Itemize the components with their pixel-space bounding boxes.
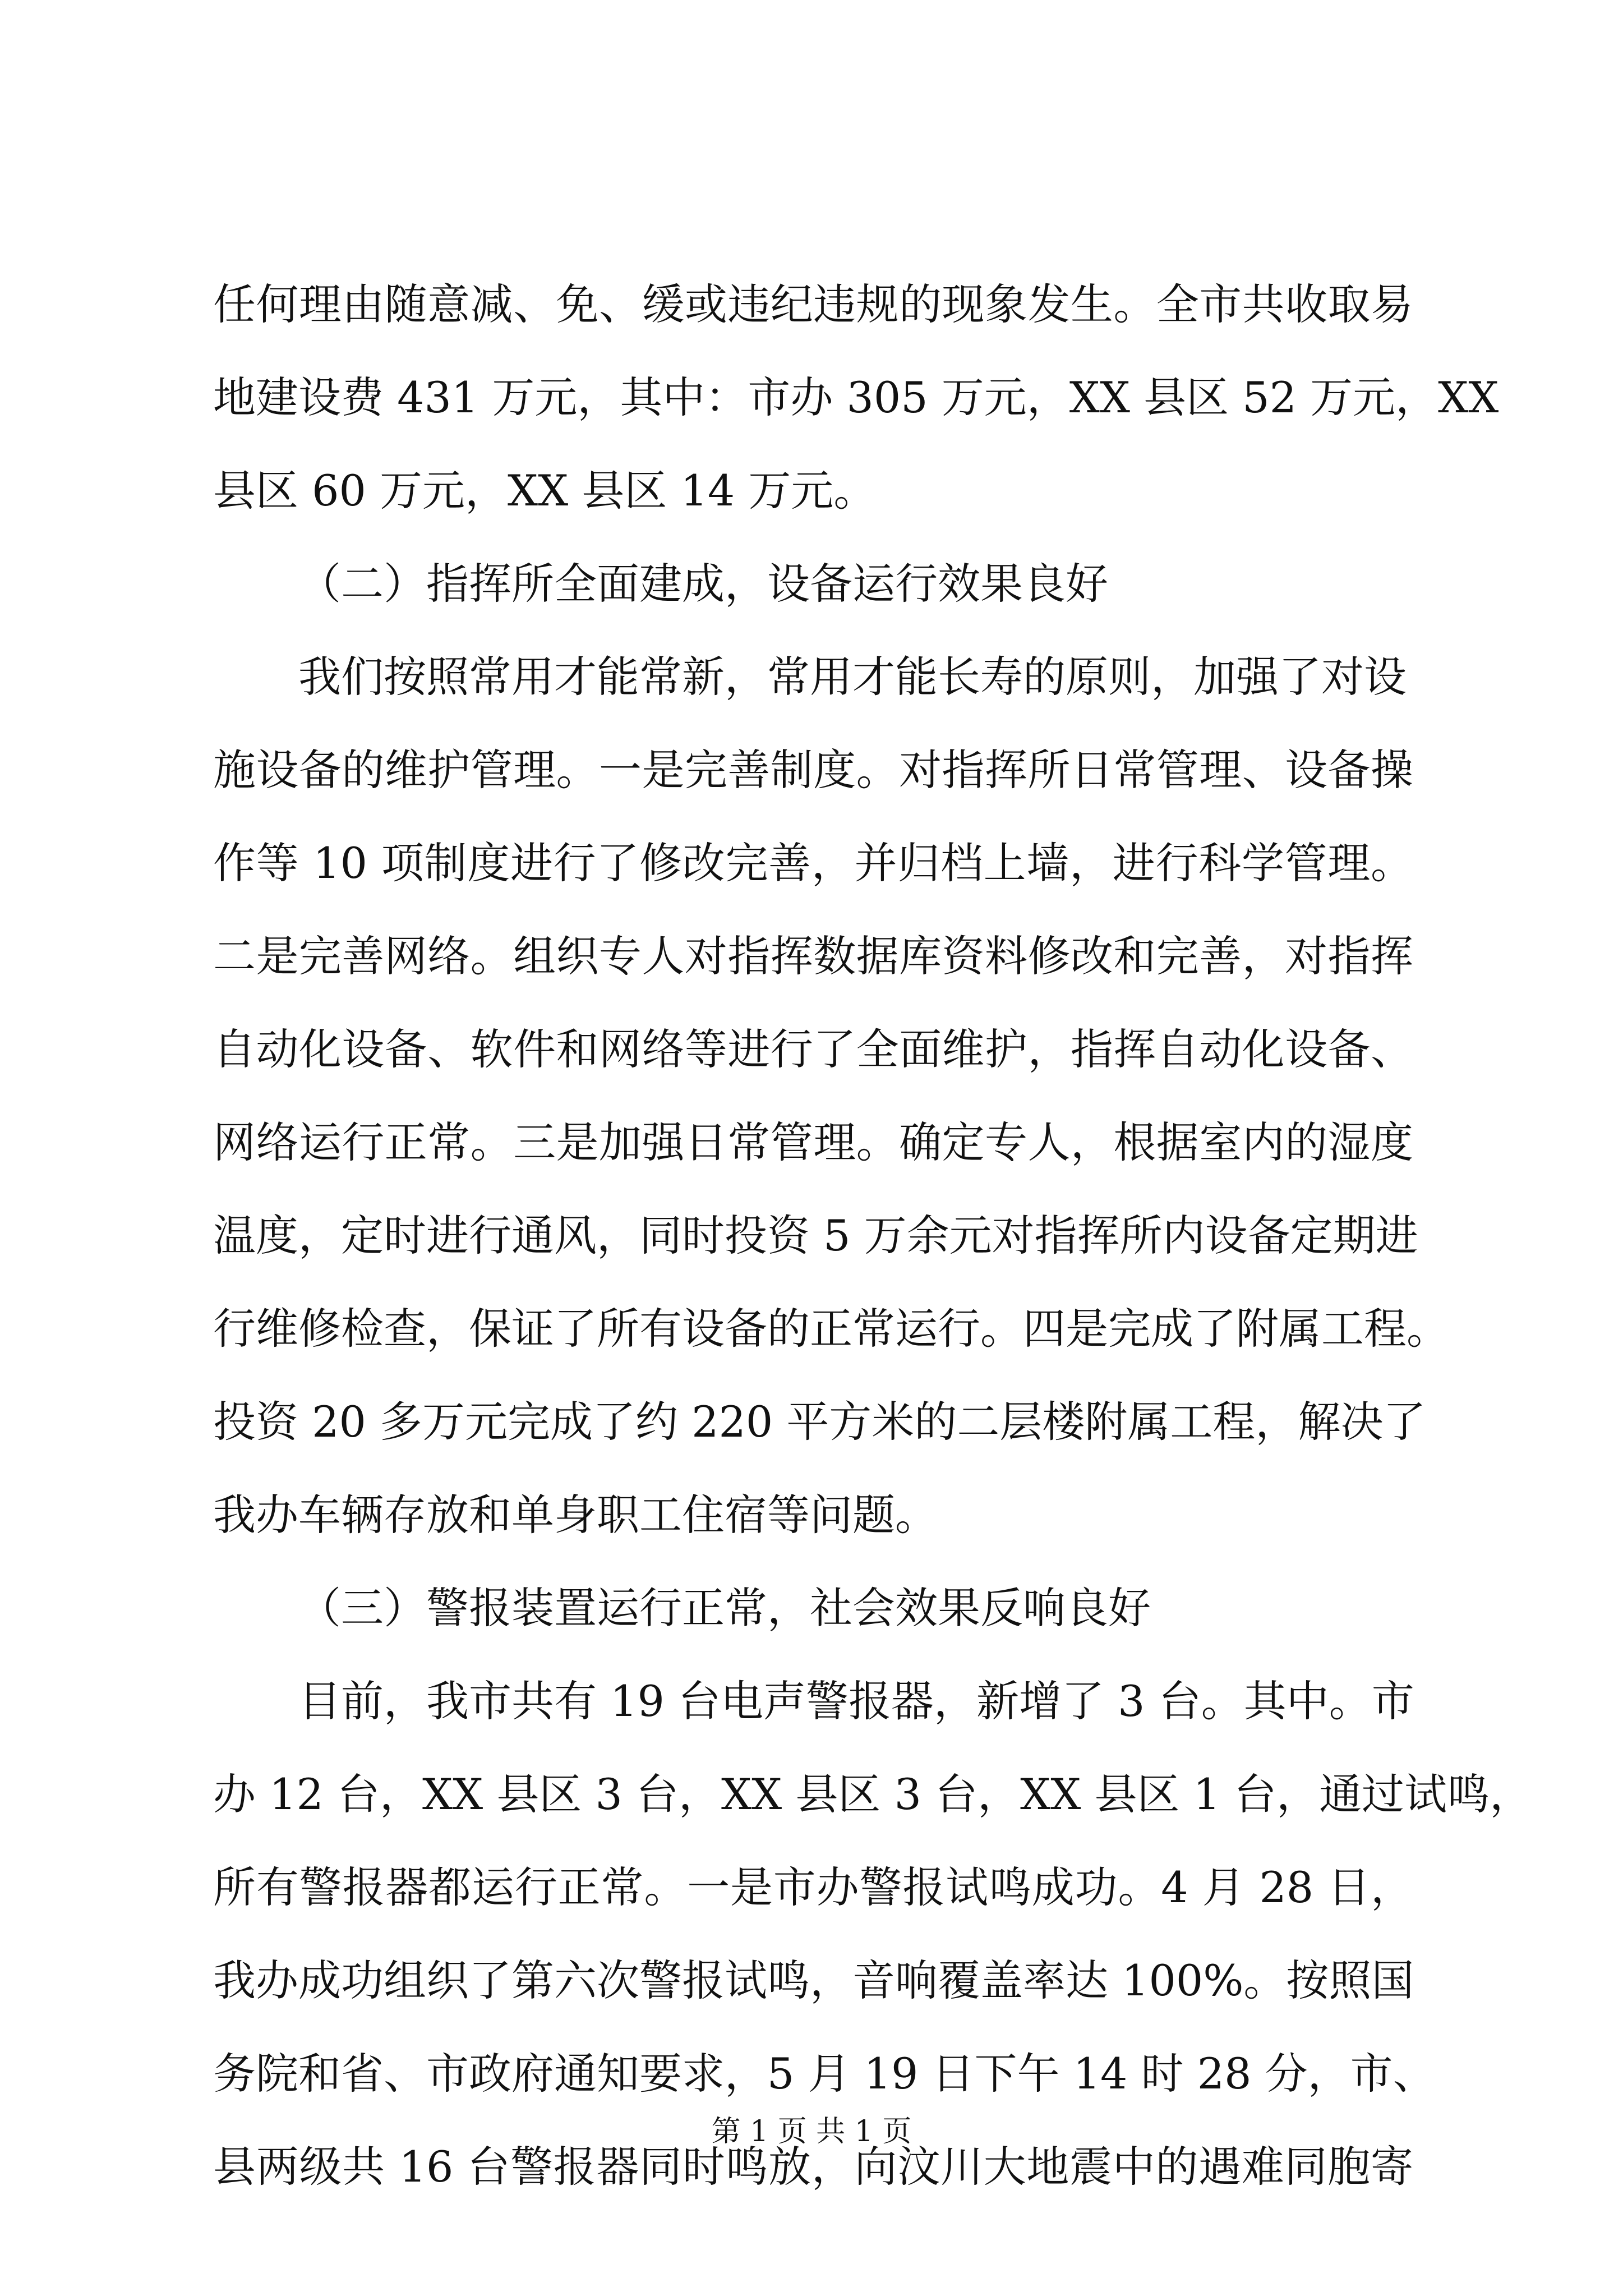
document-body: [213, 258, 1533, 2214]
text-line: 所有警报器都运行正常。一是市办警报试鸣成功。4 月 28 日，: [213, 1862, 1413, 1912]
text-line: 二是完善网络。组织专人对指挥数据库资料修改和完善，对指挥: [213, 931, 1413, 981]
page-number-footer: 第 1 页 共 1 页: [711, 2115, 912, 2148]
text-line: 地建设费 431 万元，其中：市办 305 万元，XX 县区 52 万元，XX: [213, 372, 1499, 422]
text-line: 自动化设备、软件和网络等进行了全面维护，指挥自动化设备、: [213, 1024, 1413, 1074]
text-line: 办 12 台，XX 县区 3 台，XX 县区 3 台，XX 县区 1 台，通过试鸣，: [213, 1769, 1533, 1819]
text-line: 投资 20 多万元完成了约 220 平方米的二层楼附属工程，解决了: [213, 1397, 1426, 1447]
text-line: 施设备的维护管理。一是完善制度。对指挥所日常管理、设备操: [213, 745, 1413, 795]
text-line: 我办成功组织了第六次警报试鸣，音响覆盖率达 100%。按照国: [213, 1955, 1414, 2005]
text-line: 务院和省、市政府通知要求，5 月 19 日下午 14 时 28 分，市、: [213, 2049, 1436, 2099]
text-line: 行维修检查，保证了所有设备的正常运行。四是完成了附属工程。: [213, 1304, 1449, 1354]
text-line: 任何理由随意减、免、缓或违纪违规的现象发生。全市共收取易: [213, 279, 1413, 329]
paragraph-first-line: 我们按照常用才能常新，常用才能长寿的原则，加强了对设: [298, 652, 1407, 702]
text-line: 网络运行正常。三是加强日常管理。确定专人，根据室内的湿度: [213, 1117, 1413, 1167]
text-line: 温度，定时进行通风，同时投资 5 万余元对指挥所内设备定期进: [213, 1211, 1418, 1260]
paragraph-first-line: 目前，我市共有 19 台电声警报器，新增了 3 台。其中。市: [298, 1676, 1414, 1726]
section-heading: （二）指挥所全面建成，设备运行效果良好: [298, 559, 1108, 609]
text-line: 县区 60 万元，XX 县区 14 万元。: [213, 466, 877, 516]
text-line: 县两级共 16 台警报器同时鸣放，向汶川大地震中的遇难同胞寄: [213, 2142, 1413, 2192]
section-heading: （三）警报装置运行正常，社会效果反响良好: [298, 1583, 1151, 1633]
text-line: 作等 10 项制度进行了修改完善，并归档上墙，进行科学管理。: [213, 838, 1413, 888]
text-line: 我办车辆存放和单身职工住宿等问题。: [213, 1490, 938, 1540]
